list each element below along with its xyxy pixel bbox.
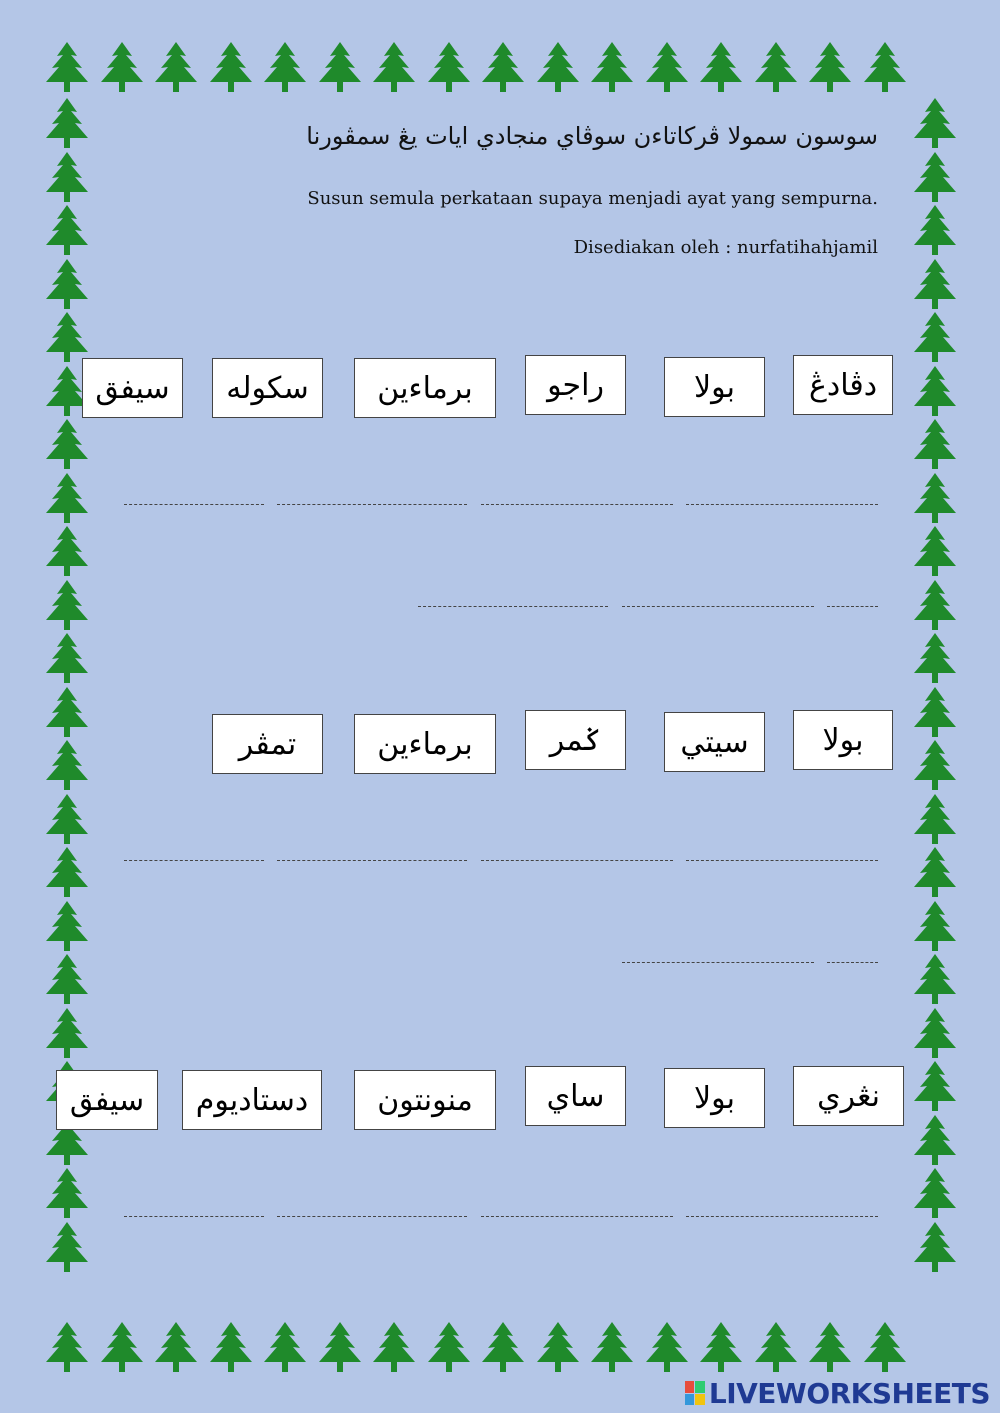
tree-icon [42,631,92,687]
tree-icon [42,952,92,1008]
tree-icon [42,1166,92,1222]
answer-blank[interactable] [622,962,814,963]
tree-icon [42,792,92,848]
tree-icon [533,1320,583,1376]
author-credit: Disediakan oleh : nurfatihahjamil [573,237,878,258]
logo-text: LIVEWORKSHEETS [708,1376,990,1410]
tree-icon [315,40,365,96]
tree-icon [42,1006,92,1062]
tree-icon [369,40,419,96]
word-card[interactable]: تمڤر [212,714,323,774]
tree-icon [910,952,960,1008]
tree-icon [42,524,92,580]
tree-icon [42,1220,92,1276]
tree-icon [910,1113,960,1169]
answer-blank[interactable] [124,860,264,861]
logo-badge-icon [685,1381,705,1405]
tree-icon [642,40,692,96]
answer-blank[interactable] [827,962,878,963]
tree-icon [910,685,960,741]
tree-icon [696,40,746,96]
tree-icon [533,40,583,96]
tree-icon [910,738,960,794]
word-card[interactable]: سکوله [212,358,323,418]
tree-icon [587,1320,637,1376]
tree-icon [424,40,474,96]
tree-icon [860,40,910,96]
answer-blank[interactable] [827,606,878,607]
tree-icon [910,471,960,527]
tree-icon [910,845,960,901]
word-card[interactable]: سيتي [664,712,765,772]
tree-icon [910,364,960,420]
word-card[interactable]: برماءين [354,358,496,418]
tree-icon [42,685,92,741]
tree-icon [910,310,960,366]
tree-icon [42,40,92,96]
tree-icon [910,150,960,206]
tree-icon [910,1220,960,1276]
answer-blank[interactable] [686,860,878,861]
word-card[interactable]: سيفق [56,1070,158,1130]
word-card[interactable]: دستاديوم [182,1070,322,1130]
answer-blank[interactable] [686,1216,878,1217]
tree-icon [910,899,960,955]
tree-icon [910,631,960,687]
word-card[interactable]: بولا [664,357,765,417]
logo-square [695,1394,705,1406]
tree-icon [369,1320,419,1376]
tree-icon [587,40,637,96]
tree-icon [910,578,960,634]
tree-icon [97,1320,147,1376]
tree-icon [151,1320,201,1376]
tree-icon [42,203,92,259]
tree-icon [696,1320,746,1376]
tree-icon [910,1166,960,1222]
word-card[interactable]: برماءين [354,714,496,774]
tree-icon [97,40,147,96]
answer-blank[interactable] [622,606,814,607]
tree-icon [642,1320,692,1376]
tree-icon [910,417,960,473]
tree-icon [42,738,92,794]
word-card[interactable]: ݢمر [525,710,626,770]
tree-icon [860,1320,910,1376]
answer-blank[interactable] [418,606,608,607]
answer-blank[interactable] [124,1216,264,1217]
tree-icon [206,40,256,96]
tree-icon [910,257,960,313]
tree-icon [910,792,960,848]
tree-icon [42,257,92,313]
liveworksheets-logo [685,1377,990,1409]
answer-blank[interactable] [124,504,264,505]
tree-icon [42,150,92,206]
tree-icon [206,1320,256,1376]
tree-icon [42,578,92,634]
logo-square [685,1394,695,1406]
instruction-text: Susun semula perkataan supaya menjadi ayat yang sempurna. [307,188,878,209]
tree-icon [42,471,92,527]
tree-icon [910,1006,960,1062]
logo-square [685,1381,695,1393]
tree-icon [805,40,855,96]
word-card[interactable]: بولا [664,1068,765,1128]
answer-blank[interactable] [481,504,673,505]
tree-icon [751,40,801,96]
answer-blank[interactable] [277,860,467,861]
answer-blank[interactable] [277,504,467,505]
tree-icon [260,40,310,96]
word-card[interactable]: راجو [525,355,626,415]
word-card[interactable]: ساي [525,1066,626,1126]
tree-icon [42,417,92,473]
tree-icon [42,845,92,901]
tree-icon [315,1320,365,1376]
tree-icon [42,899,92,955]
tree-icon [910,96,960,152]
answer-blank[interactable] [277,1216,467,1217]
word-card[interactable]: سيفق [82,358,183,418]
tree-icon [910,524,960,580]
tree-icon [260,1320,310,1376]
tree-icon [751,1320,801,1376]
tree-icon [478,1320,528,1376]
answer-blank[interactable] [686,504,878,505]
tree-icon [42,1320,92,1376]
answer-blank[interactable] [481,1216,673,1217]
tree-icon [910,203,960,259]
tree-icon [805,1320,855,1376]
word-card[interactable]: بولا [793,710,893,770]
logo-square [695,1381,705,1393]
tree-icon [910,1059,960,1115]
tree-icon [424,1320,474,1376]
tree-icon [478,40,528,96]
page-title: سوسون سمولا ڤركاتاءن سوڤاي منجادي ايات يڠ سمڤورنا [306,122,878,150]
word-card[interactable]: دڤادڠ [793,355,893,415]
word-card[interactable]: منونتون [354,1070,496,1130]
answer-blank[interactable] [481,860,673,861]
tree-icon [151,40,201,96]
word-card[interactable]: نڠري [793,1066,904,1126]
tree-icon [42,96,92,152]
